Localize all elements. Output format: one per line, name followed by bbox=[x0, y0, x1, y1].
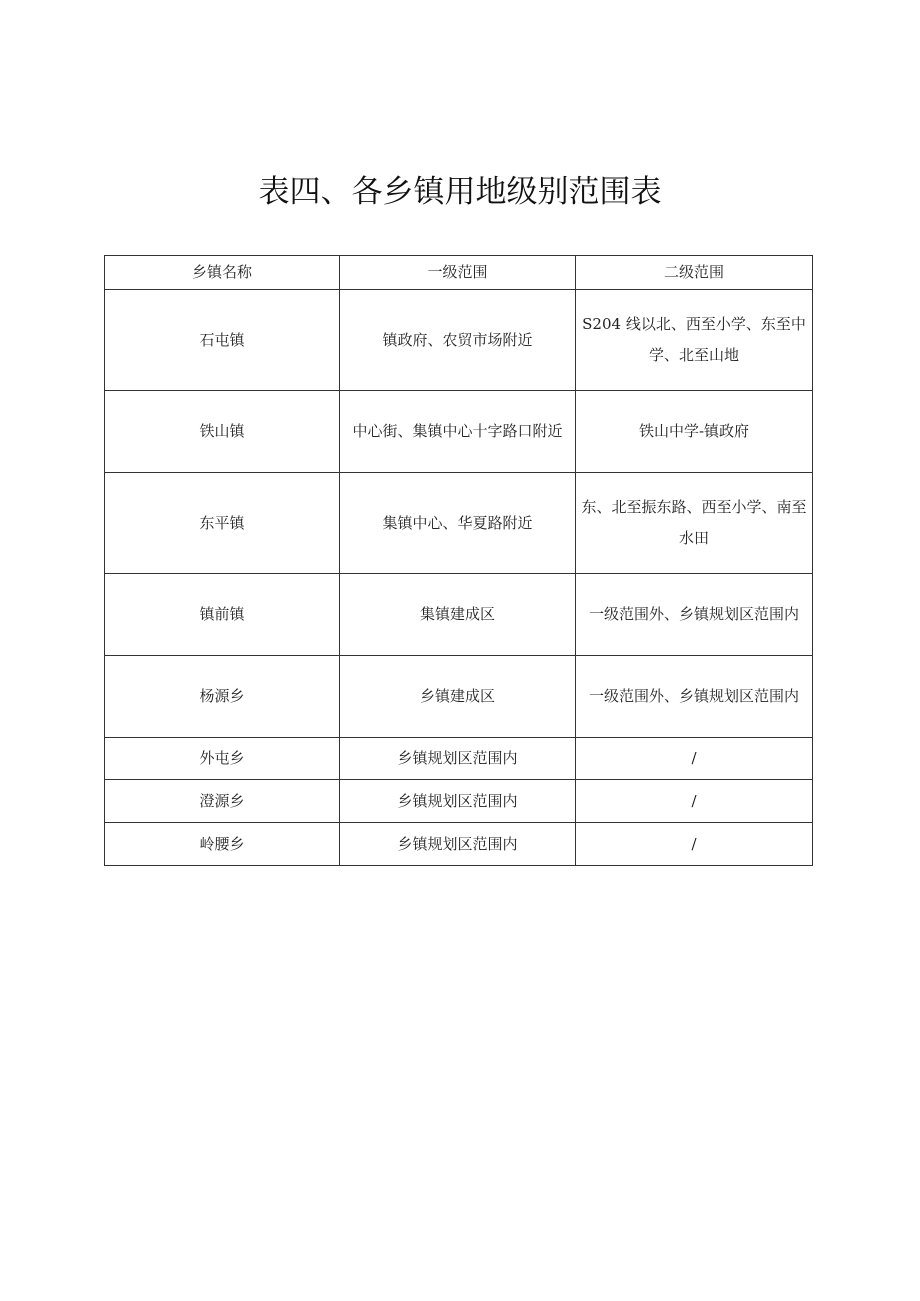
cell-level-two-range: 铁山中学-镇政府 bbox=[576, 391, 813, 473]
header-level-two-range: 二级范围 bbox=[576, 256, 813, 290]
header-level-one-range: 一级范围 bbox=[340, 256, 576, 290]
table-row bbox=[105, 290, 813, 391]
cell-level-two-range: 东、北至振东路、西至小学、南至水田 bbox=[576, 473, 813, 574]
cell-level-one-range: 乡镇规划区范围内 bbox=[340, 738, 576, 780]
table-row bbox=[105, 574, 813, 656]
cell-level-two-range: 一级范围外、乡镇规划区范围内 bbox=[576, 656, 813, 738]
cell-township-name: 铁山镇 bbox=[105, 391, 340, 473]
cell-township-name: 东平镇 bbox=[105, 473, 340, 574]
table-header-row bbox=[105, 256, 813, 290]
cell-level-two-range: / bbox=[576, 780, 813, 823]
table-row bbox=[105, 391, 813, 473]
cell-level-one-range: 集镇中心、华夏路附近 bbox=[340, 473, 576, 574]
cell-township-name: 杨源乡 bbox=[105, 656, 340, 738]
header-township-name: 乡镇名称 bbox=[105, 256, 340, 290]
cell-township-name: 石屯镇 bbox=[105, 290, 340, 391]
table-row bbox=[105, 473, 813, 574]
table-row bbox=[105, 823, 813, 866]
cell-level-one-range: 乡镇建成区 bbox=[340, 656, 576, 738]
cell-level-two-range: S204 线以北、西至小学、东至中学、北至山地 bbox=[576, 290, 813, 391]
cell-level-one-range: 集镇建成区 bbox=[340, 574, 576, 656]
table-row bbox=[105, 656, 813, 738]
page-title: 表四、各乡镇用地级别范围表 bbox=[258, 174, 662, 210]
cell-township-name: 外屯乡 bbox=[105, 738, 340, 780]
table-row bbox=[105, 780, 813, 823]
cell-township-name: 岭腰乡 bbox=[105, 823, 340, 866]
cell-level-one-range: 乡镇规划区范围内 bbox=[340, 780, 576, 823]
cell-level-one-range: 镇政府、农贸市场附近 bbox=[340, 290, 576, 391]
cell-township-name: 镇前镇 bbox=[105, 574, 340, 656]
cell-level-two-range: / bbox=[576, 823, 813, 866]
cell-township-name: 澄源乡 bbox=[105, 780, 340, 823]
cell-level-one-range: 乡镇规划区范围内 bbox=[340, 823, 576, 866]
cell-level-two-range: / bbox=[576, 738, 813, 780]
cell-level-two-range: 一级范围外、乡镇规划区范围内 bbox=[576, 574, 813, 656]
table-row bbox=[105, 738, 813, 780]
land-level-range-table bbox=[104, 255, 813, 866]
cell-level-one-range: 中心街、集镇中心十字路口附近 bbox=[340, 391, 576, 473]
